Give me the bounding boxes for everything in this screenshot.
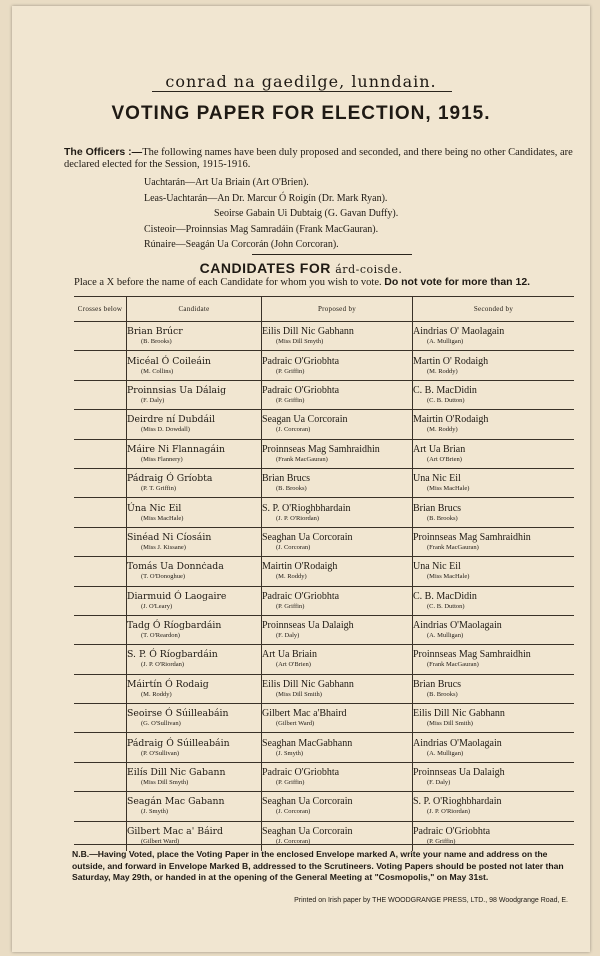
proposer-cell [262,674,413,703]
seconder-name: Art Ua Brian [413,443,466,455]
proposer-name: Seaghan Ua Corcorain [262,826,353,838]
candidate-name-en: (P. T. Griffin) [141,485,177,493]
officer-secretary: Rúnaire—Seagán Ua Corcorán (John Corcoran). [144,239,339,250]
proposer-name: Padraic O'Griobhta [262,355,340,367]
proposer-name: Eilis Dill Nic Gabhann [262,678,354,690]
candidate-name: Seagán Mac Gabann [127,796,225,808]
proposer-cell [262,792,413,821]
seconder-cell [413,527,575,556]
candidate-name-en: (Gilbert Ward) [141,838,180,846]
table-row [74,762,574,791]
seconder-name-en: (Art O'Brien) [427,455,462,463]
proposer-name-en: (M. Roddy) [276,573,307,581]
candidate-cell [127,792,262,821]
candidate-name-en: (G. O'Sullivan) [141,720,181,728]
instruction-limit: Do not vote for more than 12. [384,276,531,288]
candidate-cell [127,527,262,556]
vote-cross-box[interactable] [74,615,127,644]
vote-cross-box[interactable] [74,322,127,351]
table-row [74,468,574,497]
seconder-cell [413,410,575,439]
vote-cross-box[interactable] [74,410,127,439]
candidates-table [74,296,574,851]
candidate-name: Máirtín Ó Rodaig [127,678,209,690]
candidate-name-en: (B. Brooks) [141,338,172,346]
proposer-cell [262,322,413,351]
candidates-heading [12,260,590,276]
vote-cross-box[interactable] [74,704,127,733]
candidate-name: Tadg Ó Ríogbardáin [127,620,222,632]
seconder-name-en: (Miss MacHale) [427,485,470,493]
seconder-name-en: (Frank MacGauran) [427,661,479,669]
candidate-cell [127,586,262,615]
seconder-name-en: (A. Mulligan) [427,749,464,757]
proposer-cell [262,733,413,762]
seconder-name-en: (A. Mulligan) [427,632,464,640]
proposer-cell [262,821,413,850]
table-row [74,704,574,733]
proposer-name-en: (P. Griffin) [276,602,305,610]
seconder-name: Una Nic Eil [413,561,461,573]
seconder-cell [413,645,575,674]
table-row [74,439,574,468]
proposer-name: Brian Brucs [262,473,311,485]
table-row [74,645,574,674]
organisation-name: conrad na gaedilge, lunndain. [165,72,437,91]
seconder-name: Aindrias O' Maolagain [413,326,505,338]
footer-divider [74,844,574,845]
candidate-name-en: (T. O'Reardon) [141,632,180,640]
candidate-name-en: (Miss Dill Smyth) [141,779,189,787]
seconder-cell [413,557,575,586]
candidate-cell [127,351,262,380]
proposer-cell [262,498,413,527]
seconder-name: Martin O' Rodaigh [413,355,489,367]
proposer-cell [262,704,413,733]
candidate-name: Eilís Dill Nic Gabann [127,767,226,779]
header-divider [152,91,452,92]
seconder-cell [413,468,575,497]
proposer-cell [262,586,413,615]
seconder-name: Proinnseas Mag Samhraidhin [413,649,531,661]
proposer-name-en: (Frank MacGauran) [276,455,328,463]
seconder-name-en: (M. Roddy) [427,426,458,434]
vote-cross-box[interactable] [74,645,127,674]
candidate-name: Sinéad Ni Cíosáin [127,531,212,543]
table-row [74,821,574,850]
seconder-name: Aindrias O'Maolagain [413,620,502,632]
candidate-cell [127,645,262,674]
seconder-name-en: (Miss Dill Smith) [427,720,473,728]
table-row [74,351,574,380]
nb-note: N.B.—Having Voted, place the Voting Paper in the enclosed Envelope marked A, write your name and address on the outside, and forward in Envelope Marked B, addressed to the Scrutineers. Voting Papers should be posted not later than Saturday, May 29th, or handed in at the opening of the General Meeting at "Cosmopolis," on May 31st. [72,849,564,882]
officers-text: The following names have been duly proposed and seconded, and there being no other Candidates, are declared elected for the Session, 1915-1916. [64,147,573,170]
header-seconded-by: Seconded by [413,297,575,322]
proposer-name-en: (Miss Dill Smith) [276,690,322,698]
table-row [74,322,574,351]
candidate-name: Proinnsias Ua Dálaig [127,384,227,396]
candidate-name: Micéal Ó Coileáin [127,355,211,367]
officer-president: Uachtarán—Art Ua Briain (Art O'Brien). [144,177,309,188]
vote-cross-box[interactable] [74,733,127,762]
candidate-cell [127,439,262,468]
officers-list [144,175,398,253]
proposer-name-en: (Gilbert Ward) [276,720,315,728]
proposer-name: Mairtin O'Rodaigh [262,561,338,573]
header-candidate: Candidate [127,297,262,322]
table-header-row [74,297,574,322]
seconder-name-en: (F. Daly) [427,779,451,787]
proposer-cell [262,468,413,497]
candidate-name: Seoirse Ó Súilleabáin [127,708,229,720]
proposer-name-en: (P. Griffin) [276,367,305,375]
proposer-name-en: (J. P. O'Riordan) [276,514,320,522]
officer-vice-president-2: Seoirse Gabain Ui Dubtaig (G. Gavan Duffy). [214,208,399,219]
proposer-name: Seaghan Ua Corcorain [262,796,353,808]
vote-cross-box[interactable] [74,351,127,380]
candidate-name-en: (J. P. O'Riordan) [141,661,185,669]
candidate-name-en: (Miss MacHale) [141,514,184,522]
candidate-name-en: (Miss J. Kissane) [141,543,186,551]
seconder-cell [413,733,575,762]
proposer-name-en: (P. Griffin) [276,396,305,404]
instruction-text: Place a X before the name of each Candidate for whom you wish to vote. [74,277,382,288]
proposer-name: Seaghan Ua Corcorain [262,531,353,543]
candidate-name: S. P. Ó Ríogbardáin [127,649,218,661]
candidate-cell [127,410,262,439]
proposer-cell [262,762,413,791]
candidate-name: Gilbert Mac a' Báird [127,826,223,838]
seconder-cell [413,498,575,527]
proposer-cell [262,410,413,439]
proposer-cell [262,527,413,556]
candidate-name: Pádraig Ó Gríobta [127,473,213,485]
candidate-cell [127,557,262,586]
seconder-name-en: (A. Mulligan) [427,338,464,346]
proposer-name-en: (J. Smyth) [276,749,304,757]
table-row [74,380,574,409]
candidate-cell [127,468,262,497]
proposer-name: Padraic O'Griobhta [262,384,340,396]
proposer-name: Eilis Dill Nic Gabhann [262,326,354,338]
vote-cross-box[interactable] [74,439,127,468]
table-body [74,322,574,851]
candidate-name-en: (P. O'Sullivan) [141,749,180,757]
candidate-cell [127,498,262,527]
proposer-name: Gilbert Mac a'Bhaird [262,708,347,720]
proposer-name-en: (J. Corcoran) [276,543,311,551]
proposer-name-en: (J. Corcoran) [276,838,311,846]
table-row [74,557,574,586]
seconder-cell [413,762,575,791]
officer-vice-president: Leas-Uachtarán—An Dr. Marcur Ó Roigín (Dr. Mark Ryan). [144,192,388,204]
header-proposed-by: Proposed by [262,297,413,322]
proposer-name: Padraic O'Griobhta [262,767,340,779]
candidate-name-en: (J. Smyth) [141,808,169,816]
candidate-name: Máire Ni Flannagáin [127,443,225,455]
candidate-cell [127,380,262,409]
table-row [74,586,574,615]
proposer-name-en: (Miss Dill Smyth) [276,338,324,346]
vote-cross-box[interactable] [74,586,127,615]
candidate-cell [127,821,262,850]
seconder-name-en: (M. Roddy) [427,367,458,375]
proposer-name: Proinnseas Mag Samhraidhin [262,443,380,455]
seconder-cell [413,674,575,703]
candidate-cell [127,322,262,351]
table-row [74,527,574,556]
table-row [74,410,574,439]
officers-label: The Officers :— [64,146,143,158]
candidate-name: Deirdre ní Dubdáil [127,414,215,426]
proposer-name: Art Ua Briain [262,649,317,661]
candidate-name-en: (Miss D. Dowdall) [141,426,190,434]
proposer-name-en: (B. Brooks) [276,485,307,493]
proposer-cell [262,645,413,674]
seconder-name-en: (B. Brooks) [427,690,458,698]
seconder-name: Aindrias O'Maolagain [413,737,502,749]
seconder-cell [413,351,575,380]
seconder-name: Proinnseas Ua Dalaigh [413,767,505,779]
candidate-name-en: (F. Daly) [141,396,165,404]
seconder-name: C. B. MacDidin [413,384,477,396]
seconder-name: Brian Brucs [413,502,462,514]
seconder-name: Padraic O'Griobhta [413,826,491,838]
proposer-cell [262,351,413,380]
vote-cross-box[interactable] [74,498,127,527]
candidate-cell [127,704,262,733]
seconder-cell [413,615,575,644]
candidates-heading-text: CANDIDATES FOR [199,260,331,276]
officers-intro [64,146,576,171]
candidate-cell [127,674,262,703]
proposer-name: S. P. O'Rioghbhardain [262,502,351,514]
printer-credit: Printed on Irish paper by THE WOODGRANGE PRESS, LTD., 98 Woodgrange Road, E. [294,897,568,904]
seconder-cell [413,380,575,409]
seconder-name-en: (B. Brooks) [427,514,458,522]
candidate-name: Diarmuid Ó Laogaire [127,590,227,602]
seconder-name-en: (J. P. O'Riordan) [427,808,471,816]
candidate-name-en: (J. O'Leary) [141,602,173,610]
seconder-name-en: (P. Griffin) [427,838,456,846]
seconder-cell [413,322,575,351]
vote-cross-box[interactable] [74,762,127,791]
candidate-name-en: (T. O'Donoghue) [141,573,186,581]
vote-cross-box[interactable] [74,792,127,821]
candidate-name-en: (Miss Flannery) [141,455,183,463]
vote-cross-box[interactable] [74,821,127,850]
proposer-name: Seagan Ua Corcorain [262,414,348,426]
proposer-name: Padraic O'Griobhta [262,590,340,602]
seconder-name: Eilis Dill Nic Gabhann [413,708,505,720]
candidate-name: Tomás Ua Donnċada [127,561,224,573]
seconder-name-en: (C. B. Dutton) [427,396,465,404]
proposer-cell [262,439,413,468]
page-title: VOTING PAPER FOR ELECTION, 1915. [111,103,491,124]
candidate-name: Brian Brúcr [127,326,183,338]
candidate-name-en: (M. Collins) [141,367,174,375]
proposer-name-en: (F. Daly) [276,632,300,640]
seconder-cell [413,821,575,850]
voting-paper-sheet [12,6,590,952]
vote-cross-box[interactable] [74,674,127,703]
proposer-name-en: (Art O'Brien) [276,661,311,669]
seconder-name-en: (Frank MacGauran) [427,543,479,551]
seconder-cell [413,704,575,733]
vote-cross-box[interactable] [74,468,127,497]
seconder-cell [413,586,575,615]
proposer-name: Proinnseas Ua Dalaigh [262,620,354,632]
table-row [74,498,574,527]
section-divider [252,254,412,255]
proposer-name: Seaghan MacGabhann [262,737,353,749]
candidate-cell [127,733,262,762]
proposer-cell [262,615,413,644]
candidate-name: Pádraig Ó Súilleabáin [127,737,230,749]
seconder-name: Una Nic Eil [413,473,461,485]
candidate-cell [127,762,262,791]
proposer-cell [262,380,413,409]
seconder-name-en: (C. B. Dutton) [427,602,465,610]
vote-cross-box[interactable] [74,557,127,586]
table-row [74,733,574,762]
seconder-name: C. B. MacDidin [413,590,477,602]
header-crosses: Crosses below [74,297,127,322]
seconder-cell [413,792,575,821]
candidate-name: Úna Nic Eil [127,502,182,514]
table-row [74,674,574,703]
seconder-name: Mairtin O'Rodaigh [413,414,489,426]
seconder-name: S. P. O'Rioghbhardain [413,796,502,808]
table-row [74,792,574,821]
proposer-cell [262,557,413,586]
seconder-name: Brian Brucs [413,678,462,690]
seconder-name: Proinnseas Mag Samhraidhin [413,531,531,543]
officer-treasurer: Cisteoir—Proinnsias Mag Samradáin (Frank MacGauran). [144,223,379,235]
candidate-cell [127,615,262,644]
seconder-name-en: (Miss MacHale) [427,573,470,581]
vote-cross-box[interactable] [74,380,127,409]
candidates-heading-gaelic: árd-coisde. [335,263,403,276]
seconder-cell [413,439,575,468]
proposer-name-en: (P. Griffin) [276,779,305,787]
table-row [74,615,574,644]
proposer-name-en: (J. Corcoran) [276,426,311,434]
candidate-name-en: (M. Roddy) [141,690,172,698]
proposer-name-en: (J. Corcoran) [276,808,311,816]
voting-instruction [74,276,530,288]
vote-cross-box[interactable] [74,527,127,556]
